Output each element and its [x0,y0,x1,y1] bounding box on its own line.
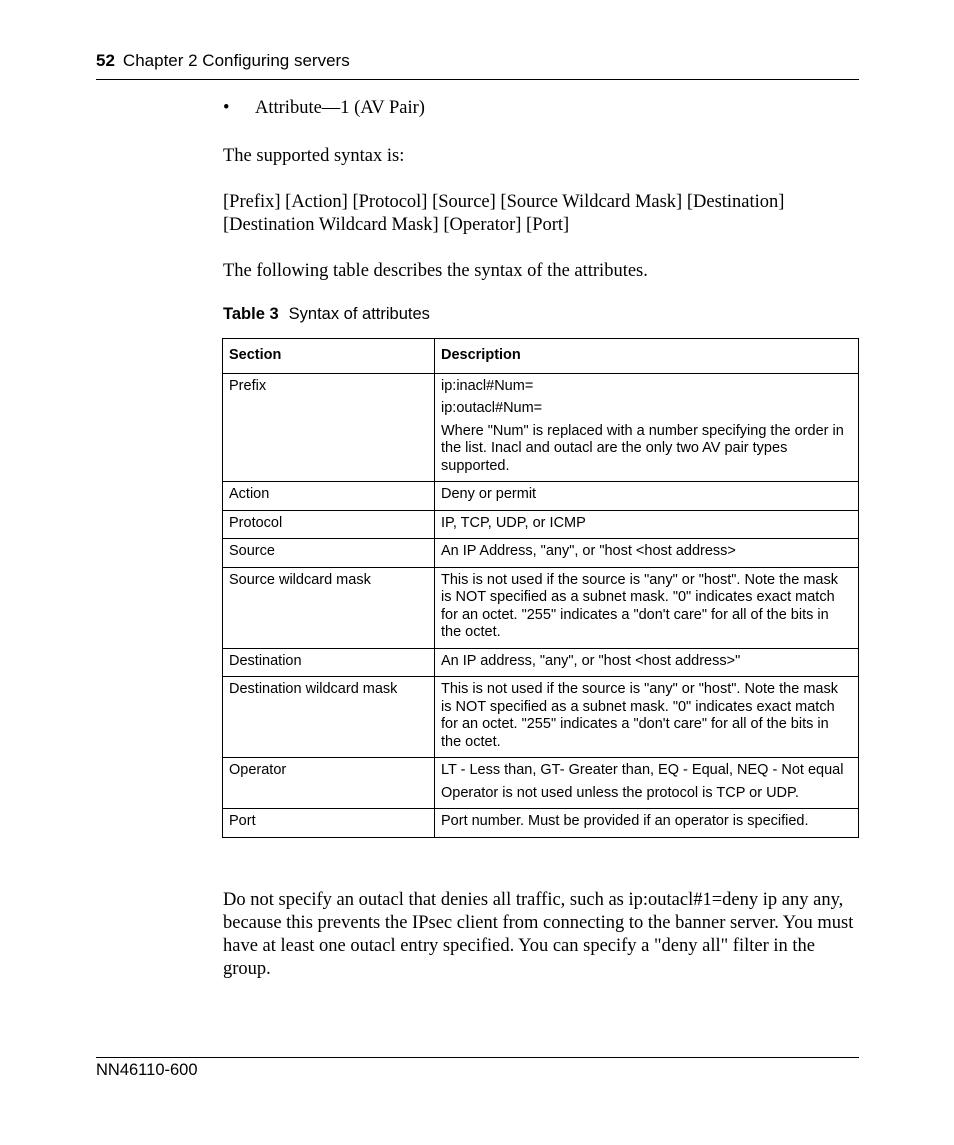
table-row [223,510,859,539]
cell-section: Prefix [223,373,435,482]
table-row [223,482,859,511]
table-caption-label: Table 3 [223,305,279,323]
cell-section: Destination wildcard mask [223,677,435,758]
syntax-line-2: [Destination Wildcard Mask] [Operator] [Port] [223,215,570,235]
cell-description [435,567,859,648]
cell-description [435,677,859,758]
cell-description [435,758,859,809]
bullet-item [223,98,425,119]
table-header-row [223,339,859,374]
bullet-text: Attribute—1 (AV Pair) [255,98,425,118]
bullet-dot: • [223,98,230,118]
cell-section: Source [223,539,435,568]
paragraph-table-intro: The following table describes the syntax of the attributes. [223,261,648,281]
description-line: Where "Num" is replaced with a number specifying the order in the list. Inacl and outacl are the only two AV pair types supported. [441,422,844,474]
cell-section: Source wildcard mask [223,567,435,648]
header-rule [96,79,859,80]
table-row [223,809,859,838]
paragraph-supported-syntax: The supported syntax is: [223,146,405,166]
syntax-table [222,338,859,838]
header-section: Section [223,339,435,374]
page-number: 52 [96,51,115,70]
document-number: NN46110-600 [96,1061,198,1079]
description-line: Operator is not used unless the protocol is TCP or UDP. [441,784,799,801]
cell-description [435,482,859,511]
table-caption-title: Syntax of attributes [288,305,430,323]
cell-section: Protocol [223,510,435,539]
cell-description [435,373,859,482]
cell-description [435,648,859,677]
description-line: An IP Address, "any", or "host <host address> [441,543,736,559]
syntax-line-1: [Prefix] [Action] [Protocol] [Source] [Source Wildcard Mask] [Destination] [223,192,785,212]
page-header [96,51,859,71]
description-line: ip:inacl#Num= [441,377,534,394]
description-line: This is not used if the source is "any" or "host". Note the mask is NOT specified as a subnet mask. "0" indicates exact match for an octet. "255" indicates a "don't care" for all of the bits in the octet. [441,571,838,640]
header-description: Description [435,339,859,374]
description-line: An IP address, "any", or "host <host address>" [441,652,741,669]
table-row [223,567,859,648]
cell-description [435,510,859,539]
description-line: IP, TCP, UDP, or ICMP [441,514,586,531]
syntax-block [223,191,859,237]
description-line: This is not used if the source is "any" or "host". Note the mask is NOT specified as a subnet mask. "0" indicates exact match for an octet. "255" indicates a "don't care" for all of the bits in the octet. [441,681,838,750]
cell-section: Action [223,482,435,511]
footer-rule [96,1057,859,1058]
table-caption [223,305,430,324]
table-row [223,648,859,677]
cell-description [435,809,859,838]
description-line: Deny or permit [441,486,537,502]
table-row [223,758,859,809]
cell-description [435,539,859,568]
cell-section: Operator [223,758,435,809]
table-row [223,373,859,482]
description-line: ip:outacl#Num= [441,400,543,416]
description-line: Port number. Must be provided if an operator is specified. [441,813,809,829]
table-row [223,539,859,568]
table-row [223,677,859,758]
description-line: LT - Less than, GT- Greater than, EQ - Equal, NEQ - Not equal [441,762,844,778]
table-body [223,373,859,837]
paragraph-outacl-note: Do not specify an outacl that denies all traffic, such as ip:outacl#1=deny ip any any, because this prevents the IPsec client from connecting to the banner server. You must have at least one outacl entry specified. You can specify a "deny all" filter in the group. [223,890,854,979]
chapter-title: Chapter 2 Configuring servers [122,51,350,70]
cell-section: Destination [223,648,435,677]
cell-section: Port [223,809,435,838]
